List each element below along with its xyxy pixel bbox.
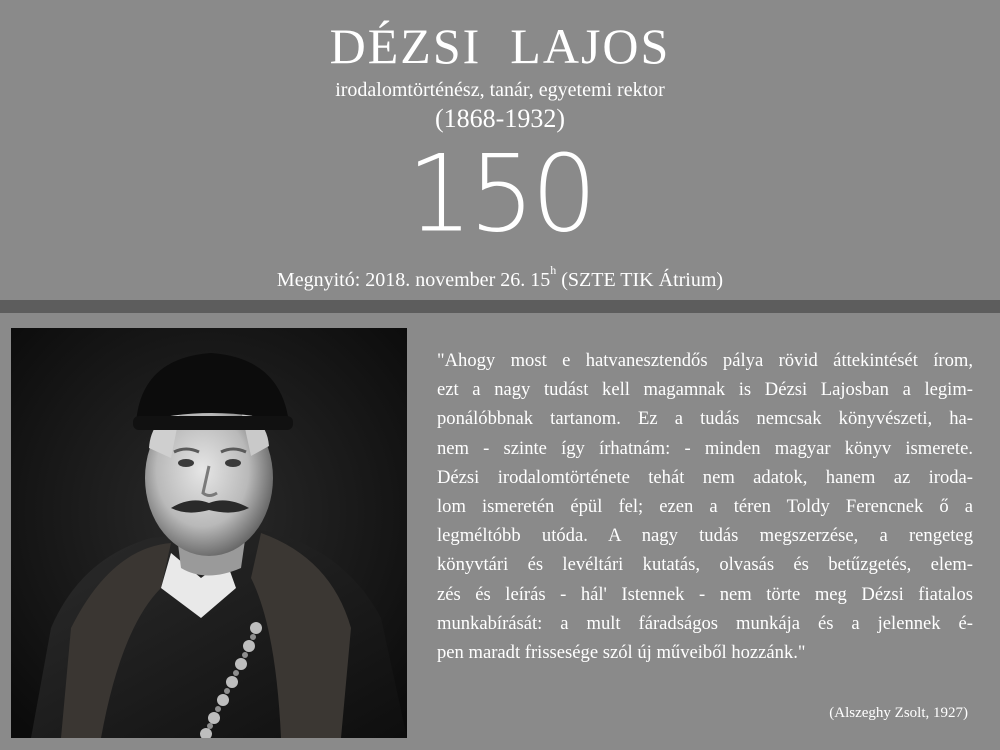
poster-header bbox=[0, 0, 1000, 300]
divider-band bbox=[0, 300, 1000, 313]
portrait-photo bbox=[11, 328, 407, 738]
quote-line: munkabírását: a mult fáradságos munkája és a jelennek é- bbox=[437, 612, 973, 634]
anniversary-number: 150 bbox=[406, 131, 594, 257]
quote-line: ponálóbbnak tartanom. Ez a tudás nemcsak könyvészeti, ha- bbox=[437, 408, 973, 430]
quote-line: Dézsi irodalomtörténete tehát nem adatok, hanem az iroda- bbox=[437, 466, 973, 488]
poster-subtitle: irodalomtörténész, tanár, egyetemi rektor bbox=[335, 79, 665, 101]
quote-line: ezt a nagy tudást kell magamnak is Dézsi Lajosban a legim- bbox=[437, 379, 973, 401]
opening-date: Megnyitó: 2018. november 26. 15 bbox=[276, 269, 551, 291]
quote-line: zés és leírás - hál' Istennek - nem törte meg Dézsi fiatalos bbox=[437, 583, 973, 605]
quote-line: lom ismeretén épül fel; ezen a téren Toldy Ferencnek ő a bbox=[437, 496, 973, 518]
opening-info bbox=[0, 263, 1000, 294]
quote-line: könyvtári és levéltári kutatás, olvasás és betűzgetés, elem- bbox=[437, 554, 973, 576]
quote-line: nem - szinte így írhatnám: - minden magyar könyv ismerete. bbox=[437, 437, 973, 459]
life-years: (1868-1932) bbox=[435, 104, 565, 133]
poster-title: DÉZSI LAJOS bbox=[329, 18, 671, 74]
portrait-illustration bbox=[11, 328, 407, 738]
quote-text bbox=[437, 346, 973, 667]
quote-line: pen maradt frissesége szól új műveiből hozzánk." bbox=[437, 642, 806, 664]
opening-hour-superscript: h bbox=[550, 263, 557, 277]
opening-venue: (SZTE TIK Átrium) bbox=[556, 269, 724, 291]
quote-attribution: (Alszeghy Zsolt, 1927) bbox=[829, 705, 968, 721]
quote-line: "Ahogy most e hatvanesztendős pálya rövid áttekintését írom, bbox=[437, 350, 973, 371]
quote-line: legméltóbb utóda. A nagy tudás megszerzése, a rengeteg bbox=[437, 525, 973, 547]
